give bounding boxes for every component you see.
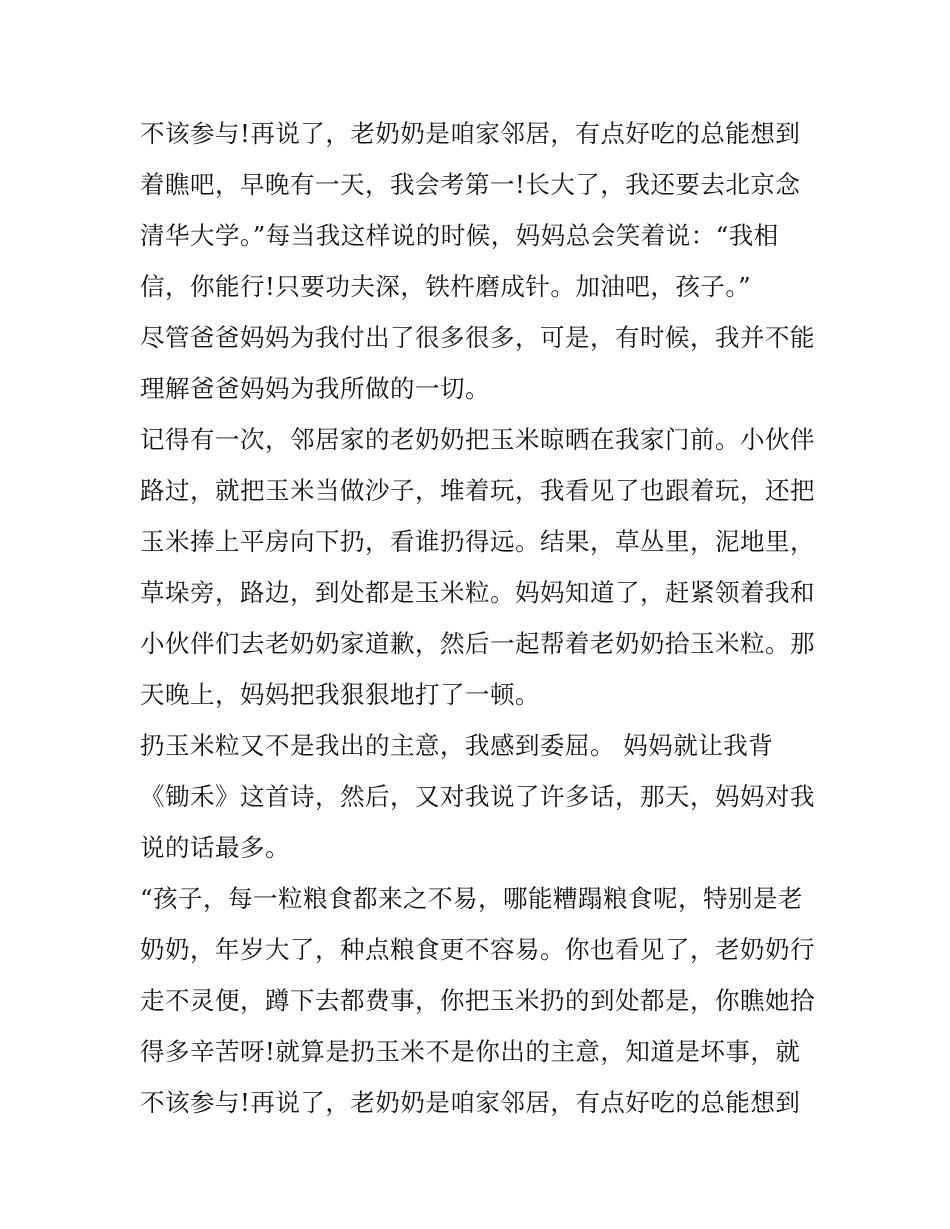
text-line: 草垛旁，路边，到处都是玉米粒。妈妈知道了，赶紧领着我和 — [140, 578, 815, 607]
text-line: 得多辛苦呀!就算是扔玉米不是你出的主意，知道是坏事，就 — [140, 1037, 801, 1066]
text-line: 理解爸爸妈妈为我所做的一切。 — [140, 374, 490, 403]
text-line: 奶奶，年岁大了，种点粮食更不容易。你也看见了，老奶奶行 — [140, 935, 815, 964]
body-text — [140, 108, 820, 1128]
text-line: 扔玉米粒又不是我出的主意，我感到委屈。 妈妈就让我背 — [140, 731, 774, 760]
text-line: 尽管爸爸妈妈为我付出了很多很多，可是，有时候，我并不能 — [140, 323, 815, 352]
text-line: 记得有一次，邻居家的老奶奶把玉米晾晒在我家门前。小伙伴 — [140, 425, 815, 454]
text-line: 路过，就把玉米当做沙子，堆着玩，我看见了也跟着玩，还把 — [140, 476, 815, 505]
text-line: 清华大学。”每当我这样说的时候，妈妈总会笑着说：“我相 — [140, 221, 779, 250]
text-line: 天晚上，妈妈把我狠狠地打了一顿。 — [140, 680, 540, 709]
text-line: 走不灵便，蹲下去都费事，你把玉米扔的到处都是，你瞧她拾 — [140, 986, 815, 1015]
text-line: 说的话最多。 — [140, 833, 290, 862]
text-line: 《锄禾》这首诗，然后，又对我说了许多话，那天，妈妈对我 — [140, 782, 815, 811]
text-line: 信，你能行!只要功夫深，铁杵磨成针。加油吧，孩子。” — [140, 272, 752, 301]
text-line: 不该参与!再说了，老奶奶是咱家邻居，有点好吃的总能想到 — [140, 119, 801, 148]
text-line: 小伙伴们去老奶奶家道歉，然后一起帮着老奶奶拾玉米粒。那 — [140, 629, 815, 658]
text-line: 玉米捧上平房向下扔，看谁扔得远。结果，草丛里，泥地里， — [140, 527, 815, 556]
text-line: 不该参与!再说了，老奶奶是咱家邻居，有点好吃的总能想到 — [140, 1088, 801, 1117]
text-line: 着瞧吧，早晚有一天，我会考第一!长大了，我还要去北京念 — [140, 170, 801, 199]
text-line: “孩子，每一粒粮食都来之不易，哪能糟蹋粮食呢，特别是老 — [140, 884, 804, 913]
